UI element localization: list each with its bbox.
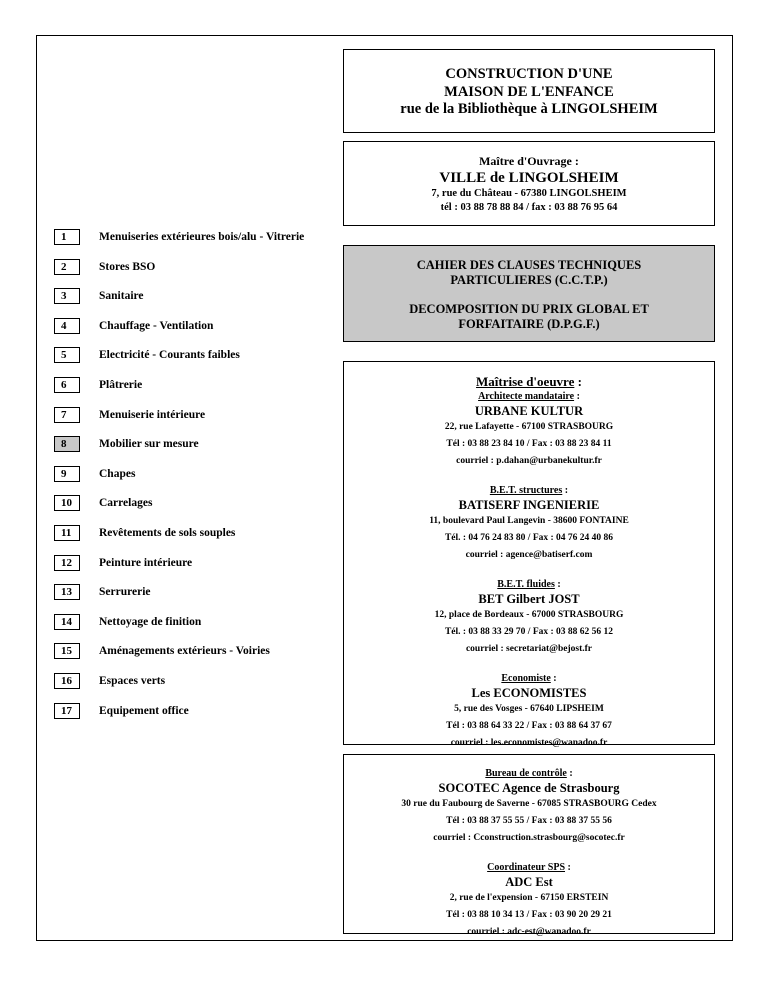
lot-label: Revêtements de sols souples: [99, 527, 236, 539]
cctp-line1: CAHIER DES CLAUSES TECHNIQUES: [416, 258, 642, 272]
lot-number-box: 5: [54, 347, 80, 363]
lot-number-box: 2: [54, 259, 80, 275]
contact-role-label: B.E.T. fluides: [497, 579, 555, 590]
contact-company: BATISERF INGENIERIE: [458, 498, 600, 512]
lot-label: Menuiserie intérieure: [99, 408, 206, 421]
dpgf-line2: FORFAITAIRE (D.P.G.F.): [458, 317, 600, 331]
project-title-line2: MAISON DE L'ENFANCE: [444, 83, 614, 100]
dpgf-line1: DECOMPOSITION DU PRIX GLOBAL ET: [409, 302, 649, 316]
lot-label: Menuiseries extérieures bois/alu - Vitrerie: [99, 231, 305, 243]
contact-phone: Tél. : 04 76 24 83 80 / Fax : 04 76 24 40 86: [444, 533, 614, 543]
contact-role-suffix: :: [566, 768, 573, 779]
project-title-box: [343, 49, 715, 133]
contact-company: ADC Est: [505, 875, 553, 889]
contact-email: courriel : secretariat@bejost.fr: [465, 644, 593, 654]
lot-label: Mobilier sur mesure: [99, 438, 199, 451]
contact-role-label: B.E.T. structures: [489, 485, 563, 496]
contact-role-suffix: :: [550, 673, 557, 684]
contact-role: [344, 578, 714, 591]
contact-address: 5, rue des Vosges - 67640 LIPSHEIM: [454, 704, 604, 714]
maitre-ouvrage-phone: tél : 03 88 78 88 84 / fax : 03 88 76 95 64: [440, 202, 618, 213]
lot-number-box: 8: [54, 436, 80, 452]
contact-email: courriel : p.dahan@urbanekultur.fr: [456, 456, 602, 466]
contact-phone: Tél. : 03 88 33 29 70 / Fax : 03 88 62 56 12: [444, 627, 614, 637]
lot-number-box: 9: [54, 466, 80, 482]
contact-role-suffix: :: [562, 485, 569, 496]
contact-address: 12, place de Bordeaux - 67000 STRASBOURG: [434, 610, 624, 620]
project-title-line3: rue de la Bibliothèque à LINGOLSHEIM: [400, 101, 658, 117]
lot-number-box: 11: [54, 525, 80, 541]
lot-number-box: 14: [54, 614, 80, 630]
lot-number-box: 7: [54, 407, 80, 423]
lot-label: Serrurerie: [99, 586, 151, 599]
contact-role-label: Coordinateur SPS: [487, 862, 566, 873]
contact-role-suffix: :: [565, 862, 571, 873]
lot-number-box: 10: [54, 495, 80, 511]
contact-address: 11, boulevard Paul Langevin - 38600 FONTAINE: [429, 516, 629, 526]
lot-label: Aménagements extérieurs - Voiries: [99, 645, 270, 658]
contact-role: [344, 767, 714, 780]
contact-role: [344, 390, 714, 403]
lot-label: Peinture intérieure: [99, 556, 193, 569]
lot-number-box: 6: [54, 377, 80, 393]
lot-label: Sanitaire: [99, 290, 144, 303]
contact-phone: Tél : 03 88 64 33 22 / Fax : 03 88 64 37 67: [446, 721, 612, 731]
contact-role: [344, 861, 714, 874]
contact-address: 2, rue de l'expension - 67150 ERSTEIN: [449, 893, 609, 903]
contact-email: courriel : adc-est@wanadoo.fr: [467, 927, 591, 937]
controle-box: [343, 754, 715, 937]
contact-role-label: Architecte mandataire: [478, 391, 575, 402]
lot-label: Electricité - Courants faibles: [99, 349, 240, 362]
lot-label: Stores BSO: [99, 260, 156, 273]
lot-number-box: 13: [54, 584, 80, 600]
cctp-line2: PARTICULIERES (C.C.T.P.): [450, 273, 608, 287]
contact-company: URBANE KULTUR: [474, 404, 584, 418]
maitrise-oeuvre-box: [343, 361, 715, 748]
contact-role-suffix: :: [574, 391, 580, 402]
maitrise-oeuvre-heading: Maîtrise d'oeuvre :: [476, 374, 582, 389]
cctp-box: [343, 245, 715, 342]
contact-address: 30 rue du Faubourg de Saverne - 67085 STRASBOURG Cedex: [401, 799, 657, 809]
lot-number-box: 1: [54, 229, 80, 245]
lot-label: Nettoyage de finition: [99, 615, 202, 628]
contact-email: courriel : Cconstruction.strasbourg@socotec.fr: [433, 833, 625, 843]
lot-label: Equipement office: [99, 704, 189, 717]
contact-phone: Tél : 03 88 10 34 13 / Fax : 03 90 20 29 21: [446, 910, 612, 920]
contact-role: [344, 672, 714, 685]
maitre-ouvrage-name: VILLE de LINGOLSHEIM: [439, 170, 619, 186]
contact-company: BET Gilbert JOST: [478, 592, 580, 606]
maitre-ouvrage-box: [343, 141, 715, 226]
contact-company: SOCOTEC Agence de Strasbourg: [438, 781, 620, 795]
lot-label: Chauffage - Ventilation: [99, 319, 214, 332]
contact-company: Les ECONOMISTES: [471, 686, 587, 700]
lot-label: Espaces verts: [99, 675, 166, 687]
contact-phone: Tél : 03 88 37 55 55 / Fax : 03 88 37 55 56: [446, 816, 612, 826]
lot-number-box: 15: [54, 643, 80, 659]
contact-role-suffix: :: [554, 579, 561, 590]
lot-number-box: 16: [54, 673, 80, 689]
maitre-ouvrage-address: 7, rue du Château - 67380 LINGOLSHEIM: [431, 188, 627, 199]
lot-number-box: 4: [54, 318, 80, 334]
lot-label: Carrelages: [99, 497, 153, 510]
contact-role-label: Bureau de contrôle: [485, 768, 567, 779]
lot-number-box: 3: [54, 288, 80, 304]
lot-number-box: 12: [54, 555, 80, 571]
lot-label: Plâtrerie: [99, 379, 143, 391]
maitre-ouvrage-label: Maître d'Ouvrage :: [479, 154, 579, 168]
contact-email: courriel : agence@batiserf.com: [465, 550, 593, 560]
contact-address: 22, rue Lafayette - 67100 STRASBOURG: [444, 422, 614, 432]
contact-role-label: Economiste: [501, 673, 551, 684]
project-title-line1: CONSTRUCTION D'UNE: [445, 66, 613, 82]
lot-label: Chapes: [99, 467, 136, 480]
contact-phone: Tél : 03 88 23 84 10 / Fax : 03 88 23 84 11: [446, 439, 612, 449]
contact-role: [344, 484, 714, 497]
lot-number-box: 17: [54, 703, 80, 719]
contact-email: courriel : les.economistes@wanadoo.fr: [450, 738, 608, 748]
